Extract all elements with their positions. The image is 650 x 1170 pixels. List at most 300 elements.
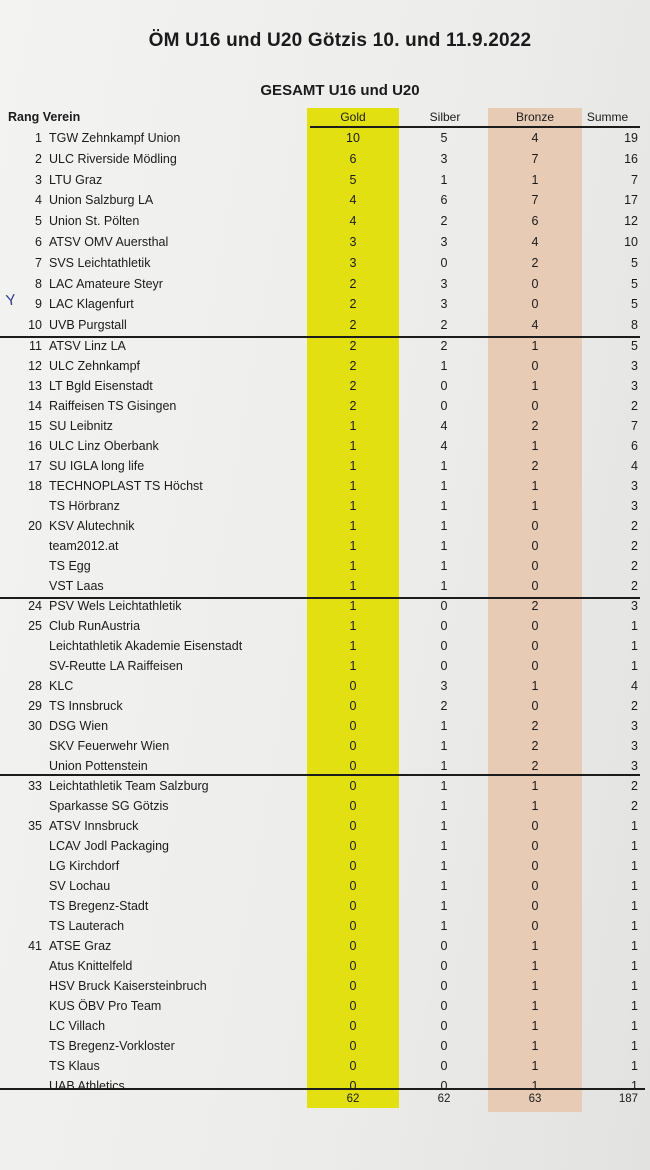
- cell-bronze: 7: [531, 193, 539, 208]
- cell-verein: TS Innsbruck: [49, 698, 123, 713]
- cell-summe: 1: [631, 1058, 638, 1073]
- cell-rank: 1: [35, 131, 42, 145]
- cell-bronze: 4: [531, 318, 539, 333]
- cell-verein: Union St. Pölten: [49, 214, 140, 229]
- cell-gold: 2: [349, 276, 357, 291]
- cell-silber: 1: [440, 738, 448, 753]
- cell-silber: 1: [440, 898, 448, 913]
- cell-gold: 0: [349, 918, 357, 933]
- cell-summe: 2: [631, 578, 638, 593]
- table-row: [0, 232, 650, 253]
- cell-verein: Club RunAustria: [49, 618, 141, 633]
- cell-gold: 3: [349, 234, 357, 249]
- cell-gold: 1: [349, 578, 357, 593]
- cell-verein: Union Salzburg LA: [49, 193, 154, 208]
- cell-bronze: 1: [531, 678, 539, 693]
- cell-verein: Atus Knittelfeld: [49, 958, 133, 973]
- cell-summe: 1: [631, 618, 638, 633]
- cell-bronze: 0: [531, 638, 539, 653]
- cell-gold: 1: [349, 418, 357, 433]
- table-row: [0, 356, 650, 376]
- cell-summe: 4: [631, 458, 638, 473]
- cell-rank: 25: [28, 618, 42, 633]
- table-row: [0, 756, 650, 776]
- cell-gold: 0: [349, 898, 357, 913]
- cell-verein: Sparkasse SG Götzis: [49, 798, 169, 813]
- table-row: [0, 190, 650, 211]
- header-bronze: Bronze: [515, 110, 555, 124]
- cell-gold: 4: [349, 214, 357, 229]
- cell-summe: 3: [631, 738, 638, 753]
- cell-bronze: 4: [531, 234, 539, 249]
- table-row: [0, 596, 650, 616]
- table-row: [0, 636, 650, 656]
- cell-gold: 0: [349, 798, 357, 813]
- cell-gold: 0: [349, 758, 357, 773]
- cell-gold: 1: [349, 458, 357, 473]
- cell-verein: KUS ÖBV Pro Team: [49, 998, 162, 1013]
- cell-bronze: 4: [531, 131, 539, 145]
- cell-bronze: 0: [531, 898, 539, 913]
- header-rang-verein: Rang Verein: [8, 110, 81, 124]
- cell-silber: 1: [440, 718, 448, 733]
- cell-silber: 1: [440, 918, 448, 933]
- cell-bronze: 1: [531, 978, 539, 993]
- cell-verein: ULC Linz Oberbank: [49, 438, 159, 453]
- table-row: [0, 816, 650, 836]
- cell-silber: 0: [440, 1018, 448, 1033]
- table-row: [0, 149, 650, 170]
- cell-gold: 0: [349, 998, 357, 1013]
- table-row: [0, 211, 650, 232]
- cell-silber: 1: [440, 858, 448, 873]
- cell-summe: 1: [631, 658, 638, 673]
- cell-summe: 3: [631, 358, 638, 373]
- cell-gold: 1: [349, 618, 357, 633]
- cell-summe: 19: [624, 131, 638, 145]
- cell-summe: 10: [624, 234, 638, 249]
- cell-verein: ULC Riverside Mödling: [49, 151, 177, 166]
- cell-verein: UVB Purgstall: [49, 318, 127, 333]
- cell-gold: 5: [349, 172, 357, 187]
- cell-gold: 0: [349, 1078, 357, 1093]
- table-row: [0, 376, 650, 396]
- cell-silber: 0: [440, 598, 448, 613]
- cell-rank: 24: [28, 598, 42, 613]
- table-row: [0, 776, 650, 796]
- cell-gold: 2: [349, 297, 357, 312]
- cell-summe: 8: [631, 318, 638, 333]
- cell-gold: 2: [349, 318, 357, 333]
- cell-bronze: 1: [531, 1018, 539, 1033]
- cell-verein: SV-Reutte LA Raiffeisen: [49, 658, 183, 673]
- cell-summe: 1: [631, 978, 638, 993]
- cell-silber: 0: [440, 978, 448, 993]
- cell-silber: 3: [440, 234, 448, 249]
- cell-rank: 10: [28, 318, 42, 333]
- cell-verein: SU IGLA long life: [49, 458, 145, 473]
- table-row: [0, 336, 650, 356]
- cell-gold: 0: [349, 698, 357, 713]
- table-row: [0, 576, 650, 596]
- cell-summe: 5: [631, 338, 638, 353]
- cell-silber: 2: [440, 318, 448, 333]
- cell-verein: UAB Athletics: [49, 1078, 125, 1093]
- cell-silber: 1: [440, 778, 448, 793]
- cell-bronze: 1: [531, 958, 539, 973]
- cell-silber: 0: [440, 398, 448, 413]
- cell-verein: LG Kirchdorf: [49, 858, 120, 873]
- cell-bronze: 1: [531, 778, 539, 793]
- cell-gold: 3: [349, 255, 357, 270]
- cell-bronze: 6: [531, 214, 539, 229]
- cell-bronze: 1: [531, 1078, 539, 1093]
- table-row: [0, 996, 650, 1016]
- cell-silber: 0: [440, 1078, 448, 1093]
- cell-silber: 1: [440, 538, 448, 553]
- cell-summe: 7: [631, 418, 638, 433]
- table-row: [0, 253, 650, 274]
- table-row: [0, 716, 650, 736]
- cell-bronze: 2: [531, 718, 539, 733]
- cell-summe: 2: [631, 538, 638, 553]
- cell-bronze: 7: [531, 151, 539, 166]
- cell-bronze: 0: [531, 858, 539, 873]
- cell-gold: 0: [349, 1038, 357, 1053]
- total-silber: 62: [437, 1093, 451, 1105]
- cell-rank: 33: [28, 778, 42, 793]
- cell-silber: 0: [440, 998, 448, 1013]
- cell-bronze: 0: [531, 276, 539, 291]
- cell-bronze: 0: [531, 818, 539, 833]
- cell-silber: 3: [440, 276, 448, 291]
- cell-gold: 0: [349, 778, 357, 793]
- cell-summe: 1: [631, 958, 638, 973]
- cell-silber: 1: [440, 358, 448, 373]
- table-row: [0, 796, 650, 816]
- cell-silber: 0: [440, 378, 448, 393]
- cell-gold: 1: [349, 598, 357, 613]
- cell-bronze: 0: [531, 358, 539, 373]
- cell-silber: 1: [440, 478, 448, 493]
- cell-bronze: 1: [531, 378, 539, 393]
- table-row: [0, 170, 650, 191]
- cell-rank: 12: [28, 358, 42, 373]
- cell-gold: 1: [349, 538, 357, 553]
- cell-gold: 1: [349, 558, 357, 573]
- cell-gold: 1: [349, 498, 357, 513]
- cell-rank: 2: [35, 151, 42, 166]
- cell-bronze: 2: [531, 738, 539, 753]
- cell-silber: 0: [440, 1058, 448, 1073]
- table-row: [0, 315, 650, 336]
- cell-gold: 1: [349, 518, 357, 533]
- cell-summe: 1: [631, 918, 638, 933]
- cell-verein: KLC: [49, 678, 74, 693]
- cell-silber: 1: [440, 838, 448, 853]
- table-row: [0, 536, 650, 556]
- cell-gold: 0: [349, 678, 357, 693]
- cell-verein: team2012.at: [49, 538, 119, 553]
- cell-gold: 2: [349, 338, 357, 353]
- cell-summe: 5: [631, 276, 638, 291]
- cell-bronze: 0: [531, 658, 539, 673]
- cell-summe: 2: [631, 698, 638, 713]
- cell-summe: 1: [631, 638, 638, 653]
- cell-verein: LCAV Jodl Packaging: [49, 838, 169, 853]
- cell-bronze: 0: [531, 558, 539, 573]
- cell-verein: TS Klaus: [49, 1058, 100, 1073]
- cell-silber: 1: [440, 498, 448, 513]
- cell-verein: SV Lochau: [49, 878, 111, 893]
- cell-gold: 0: [349, 938, 357, 953]
- cell-bronze: 0: [531, 297, 539, 312]
- cell-summe: 12: [624, 214, 638, 229]
- total-gold: 62: [346, 1093, 360, 1105]
- cell-gold: 4: [349, 193, 357, 208]
- cell-rank: 16: [28, 438, 42, 453]
- cell-silber: 1: [440, 878, 448, 893]
- table-row: [0, 436, 650, 456]
- cell-bronze: 0: [531, 518, 539, 533]
- table-row: [0, 696, 650, 716]
- cell-verein: LAC Klagenfurt: [49, 297, 134, 312]
- cell-silber: 1: [440, 798, 448, 813]
- cell-rank: 4: [35, 193, 42, 208]
- cell-summe: 3: [631, 378, 638, 393]
- cell-rank: 18: [28, 478, 42, 493]
- cell-gold: 1: [349, 478, 357, 493]
- cell-summe: 5: [631, 297, 638, 312]
- cell-verein: TS Lauterach: [49, 918, 125, 933]
- cell-summe: 4: [631, 678, 638, 693]
- cell-verein: KSV Alutechnik: [49, 518, 135, 533]
- cell-rank: 7: [35, 255, 42, 270]
- header-silber: Silber: [429, 110, 461, 124]
- cell-summe: 3: [631, 718, 638, 733]
- cell-rank: 15: [28, 418, 42, 433]
- cell-verein: LTU Graz: [49, 172, 103, 187]
- pen-mark: Y: [4, 291, 18, 310]
- cell-bronze: 0: [531, 398, 539, 413]
- cell-verein: LT Bgld Eisenstadt: [49, 378, 153, 393]
- cell-bronze: 1: [531, 478, 539, 493]
- cell-verein: TS Bregenz-Stadt: [49, 898, 149, 913]
- cell-bronze: 1: [531, 1058, 539, 1073]
- table-row: [0, 1036, 650, 1056]
- cell-gold: 2: [349, 398, 357, 413]
- cell-verein: SKV Feuerwehr Wien: [49, 738, 170, 753]
- cell-verein: ATSV Linz LA: [49, 338, 126, 353]
- table-row: [0, 836, 650, 856]
- cell-bronze: 0: [531, 918, 539, 933]
- cell-bronze: 1: [531, 938, 539, 953]
- cell-rank: 41: [28, 938, 42, 953]
- cell-verein: Union Pottenstein: [49, 758, 148, 773]
- cell-silber: 0: [440, 618, 448, 633]
- cell-summe: 3: [631, 478, 638, 493]
- cell-summe: 5: [631, 255, 638, 270]
- cell-verein: DSG Wien: [49, 718, 109, 733]
- cell-gold: 0: [349, 858, 357, 873]
- cell-bronze: 2: [531, 418, 539, 433]
- cell-silber: 4: [440, 438, 448, 453]
- cell-silber: 6: [440, 193, 448, 208]
- cell-gold: 0: [349, 1058, 357, 1073]
- cell-bronze: 0: [531, 698, 539, 713]
- cell-silber: 1: [440, 172, 448, 187]
- cell-bronze: 1: [531, 1038, 539, 1053]
- cell-bronze: 1: [531, 172, 539, 187]
- cell-silber: 0: [440, 658, 448, 673]
- table-row: [0, 496, 650, 516]
- cell-silber: 1: [440, 518, 448, 533]
- cell-summe: 16: [624, 151, 638, 166]
- table-row: [0, 456, 650, 476]
- cell-silber: 3: [440, 151, 448, 166]
- table-row: [0, 416, 650, 436]
- cell-gold: 0: [349, 718, 357, 733]
- table-row: [0, 274, 650, 295]
- cell-summe: 2: [631, 398, 638, 413]
- cell-silber: 1: [440, 578, 448, 593]
- cell-rank: 28: [28, 678, 42, 693]
- cell-silber: 0: [440, 958, 448, 973]
- cell-summe: 2: [631, 558, 638, 573]
- cell-rank: 3: [35, 172, 42, 187]
- cell-verein: TECHNOPLAST TS Höchst: [49, 478, 203, 493]
- cell-rank: 11: [29, 338, 42, 353]
- cell-bronze: 1: [531, 498, 539, 513]
- cell-rank: 30: [28, 718, 42, 733]
- cell-silber: 1: [440, 818, 448, 833]
- table-row: [0, 896, 650, 916]
- cell-summe: 1: [631, 858, 638, 873]
- cell-gold: 1: [349, 438, 357, 453]
- cell-rank: 5: [35, 214, 42, 229]
- cell-verein: TS Hörbranz: [49, 498, 120, 513]
- cell-verein: Leichtathletik Team Salzburg: [49, 778, 209, 793]
- cell-verein: LAC Amateure Steyr: [49, 276, 163, 291]
- cell-verein: VST Laas: [49, 578, 104, 593]
- table-row: [0, 1016, 650, 1036]
- table-row: [0, 956, 650, 976]
- cell-gold: 0: [349, 978, 357, 993]
- cell-summe: 2: [631, 798, 638, 813]
- cell-summe: 17: [624, 193, 638, 208]
- cell-silber: 0: [440, 255, 448, 270]
- cell-rank: 14: [28, 398, 42, 413]
- cell-summe: 1: [631, 1078, 638, 1093]
- medal-table: [0, 128, 650, 1096]
- cell-summe: 1: [631, 1038, 638, 1053]
- cell-silber: 3: [440, 678, 448, 693]
- cell-verein: ATSV Innsbruck: [49, 818, 139, 833]
- cell-verein: Raiffeisen TS Gisingen: [49, 398, 177, 413]
- cell-silber: 2: [440, 214, 448, 229]
- cell-bronze: 1: [531, 998, 539, 1013]
- cell-verein: ATSE Graz: [49, 938, 112, 953]
- cell-bronze: 1: [531, 798, 539, 813]
- cell-silber: 1: [440, 758, 448, 773]
- table-row: [0, 516, 650, 536]
- cell-gold: 0: [349, 878, 357, 893]
- cell-rank: 29: [28, 698, 42, 713]
- cell-gold: 0: [349, 1018, 357, 1033]
- cell-summe: 1: [631, 1018, 638, 1033]
- cell-rank: 35: [28, 818, 42, 833]
- cell-verein: Leichtathletik Akademie Eisenstadt: [49, 638, 243, 653]
- cell-verein: ULC Zehnkampf: [49, 358, 141, 373]
- cell-summe: 2: [631, 778, 638, 793]
- total-bronze: 63: [528, 1093, 542, 1105]
- cell-silber: 1: [440, 558, 448, 573]
- cell-gold: 10: [346, 131, 360, 145]
- cell-bronze: 1: [531, 438, 539, 453]
- cell-summe: 6: [631, 438, 638, 453]
- page-title: ÖM U16 und U20 Götzis 10. und 11.9.2022: [148, 30, 532, 51]
- table-row: [0, 876, 650, 896]
- cell-gold: 1: [349, 658, 357, 673]
- cell-bronze: 0: [531, 618, 539, 633]
- table-row: [0, 1056, 650, 1076]
- cell-gold: 1: [349, 638, 357, 653]
- header-gold: Gold: [340, 110, 366, 124]
- table-row: [0, 856, 650, 876]
- cell-silber: 0: [440, 638, 448, 653]
- table-row: [0, 976, 650, 996]
- cell-summe: 7: [631, 172, 638, 187]
- cell-silber: 3: [440, 297, 448, 312]
- cell-silber: 1: [440, 458, 448, 473]
- cell-bronze: 2: [531, 458, 539, 473]
- cell-summe: 1: [631, 898, 638, 913]
- cell-rank: 6: [35, 234, 42, 249]
- cell-silber: 4: [440, 418, 448, 433]
- cell-bronze: 2: [531, 758, 539, 773]
- cell-rank: 8: [35, 276, 42, 291]
- cell-verein: SU Leibnitz: [49, 418, 113, 433]
- cell-bronze: 0: [531, 538, 539, 553]
- cell-rank: 17: [28, 458, 42, 473]
- cell-summe: 1: [631, 938, 638, 953]
- cell-silber: 0: [440, 1038, 448, 1053]
- table-row: [0, 294, 650, 315]
- cell-silber: 5: [440, 131, 448, 145]
- cell-gold: 2: [349, 378, 357, 393]
- table-subtitle: GESAMT U16 und U20: [260, 82, 420, 99]
- table-row: [0, 128, 650, 149]
- cell-rank: 9: [35, 297, 42, 312]
- cell-bronze: 2: [531, 255, 539, 270]
- cell-gold: 0: [349, 958, 357, 973]
- cell-rank: 13: [28, 378, 42, 393]
- cell-silber: 2: [440, 698, 448, 713]
- table-row: [0, 396, 650, 416]
- cell-verein: LC Villach: [49, 1018, 106, 1033]
- table-row: [0, 916, 650, 936]
- cell-bronze: 0: [531, 578, 539, 593]
- cell-verein: TS Egg: [49, 558, 91, 573]
- cell-verein: SVS Leichtathletik: [49, 255, 151, 270]
- cell-summe: 3: [631, 598, 638, 613]
- cell-verein: PSV Wels Leichtathletik: [49, 598, 182, 613]
- table-row: [0, 936, 650, 956]
- table-row: [0, 676, 650, 696]
- header-summe: Summe: [586, 110, 629, 124]
- cell-summe: 1: [631, 878, 638, 893]
- cell-summe: 1: [631, 818, 638, 833]
